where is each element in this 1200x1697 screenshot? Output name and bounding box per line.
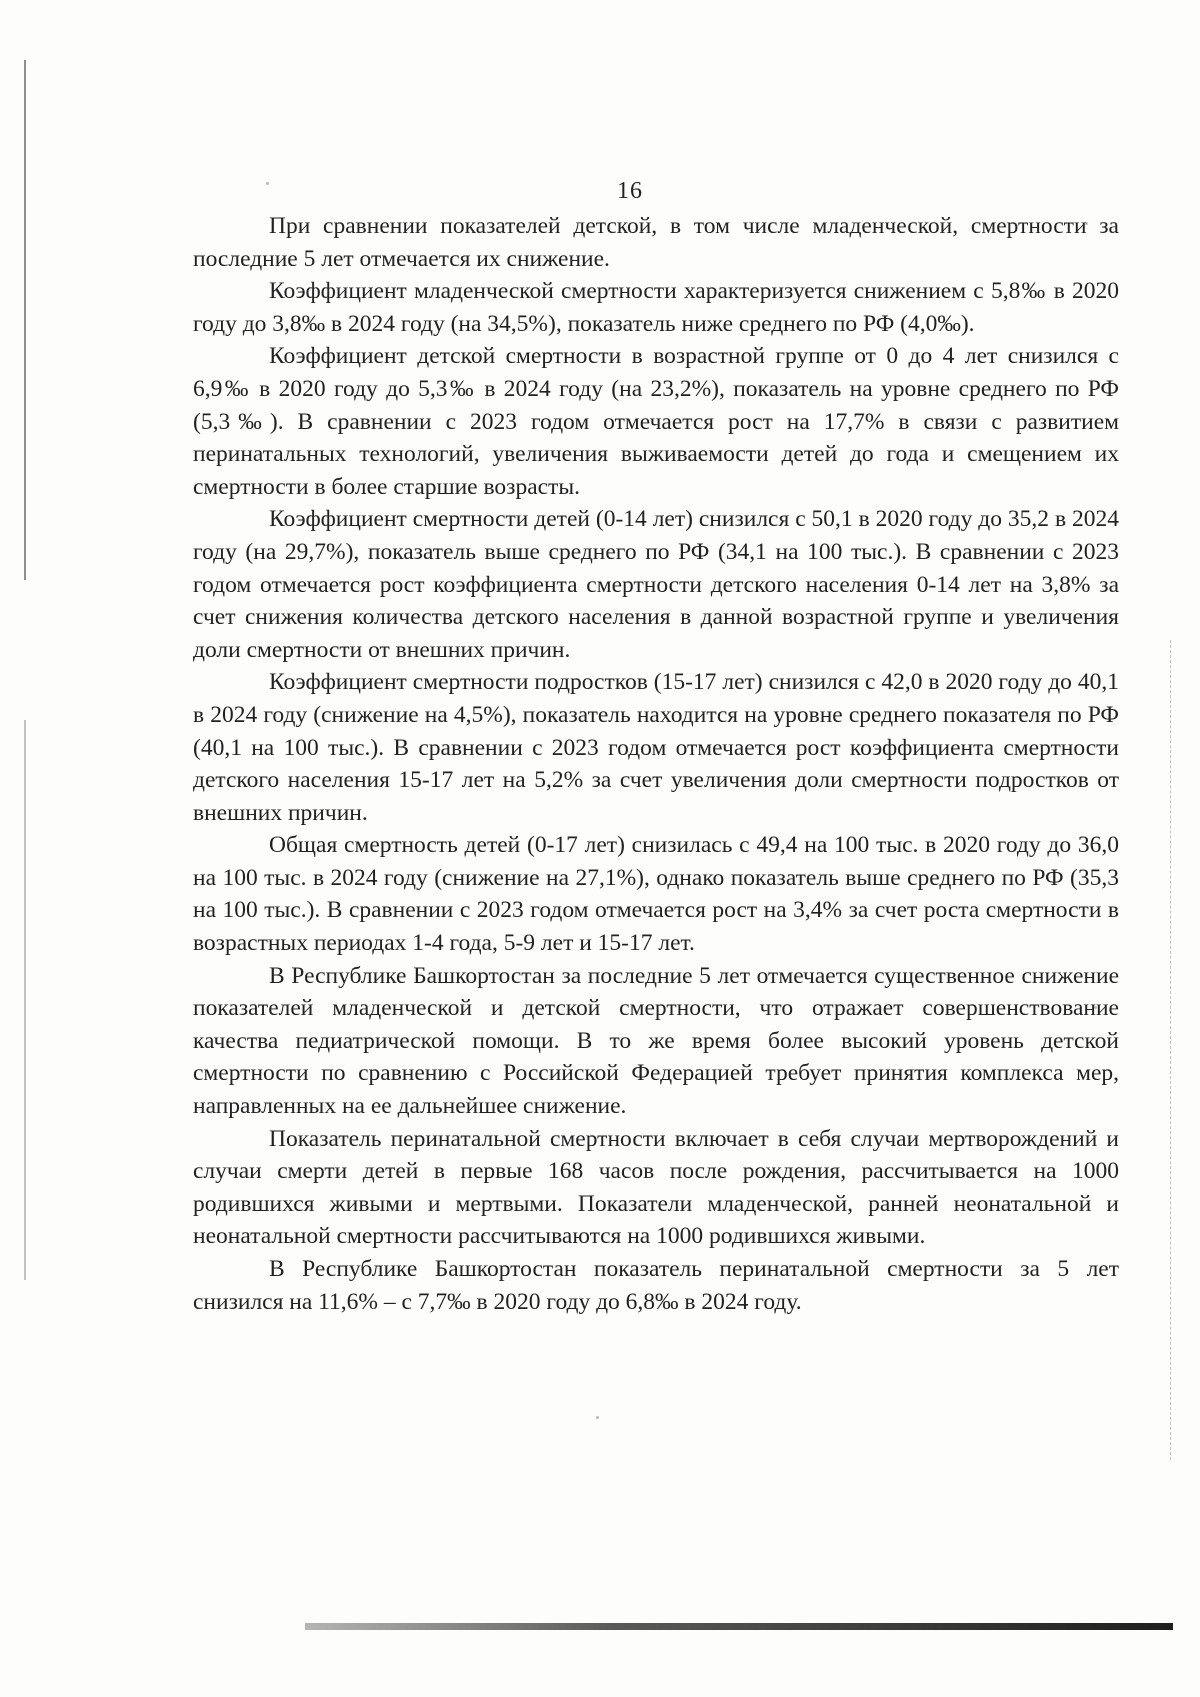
paragraph-infant-mortality: Коэффициент младенческой смертности характеризуется снижением с 5,8‰ в 2020 году до 3,8‰ в 2024 году (на 34,5%), показатель ниже среднего по РФ (4,0‰). [193, 278, 1119, 337]
paragraph-adolescent-mortality: Коэффициент смертности подростков (15-17 лет) снизился с 42,0 в 2020 году до 40,1 в 2024 году (снижение на 4,5%), показатель находится на уровне среднего показателя по РФ (40,1 на 100 тыс.). В сравнении с 2023 годом отмечается рост коэффициента смертности детского населения 15-17 лет на 5,2% за счет увеличения доли смертности подростков от внешних причин. [193, 669, 1119, 826]
page-number: 16 [617, 178, 643, 204]
body-text [193, 210, 1119, 1318]
paragraph-bashkortostan-summary: В Республике Башкортостан за последние 5 лет отмечается существенное снижение показателей младенческой и детской смертности, что отражает совершенствование качества педиатрической помощи. В то же время более высокий уровень детской смертности по сравнению с Российской Федерацией требует принятия комплекса мер, направленных на ее дальнейшее снижение. [193, 962, 1119, 1120]
paragraph-total-child-mortality: Общая смертность детей (0-17 лет) снизилась с 49,4 на 100 тыс. в 2020 году до 36,0 на 100 тыс. в 2024 году (снижение на 27,1%), однако показатель выше среднего по РФ (35,3 на 100 тыс.). В сравнении с 2023 годом отмечается рост на 3,4% за счет роста смертности в возрастных периодах 1-4 года, 5-9 лет и 15-17 лет. [193, 832, 1119, 957]
paragraph-perinatal-definition: Показатель перинатальной смертности включает в себя случаи мертворождений и случаи смерти детей в первые 168 часов после рождения, рассчитывается на 1000 родившихся живыми и мертвыми. Показатели младенческой, ранней неонатальной и неонатальной смертности рассчитываются на 1000 родившихся живыми. [193, 1125, 1119, 1250]
paragraph-child-mortality-0-4: Коэффициент детской смертности в возрастной группе от 0 до 4 лет снизился с 6,9‰ в 2020 году до 5,3‰ в 2024 году (на 23,2%), показатель на уровне среднего по РФ (5,3‰). В сравнении с 2023 годом отмечается рост на 17,7% в связи с развитием перинатальных технологий, увеличения выживаемости детей до года и смещением их смертности в более старшие возрасты. [193, 343, 1119, 500]
scan-edge-mark-left [24, 60, 26, 580]
scan-speck [596, 1416, 599, 1419]
scan-edge-mark-right [1170, 640, 1172, 1460]
paragraph-child-mortality-0-14: Коэффициент смертности детей (0-14 лет) снизился с 50,1 в 2020 году до 35,2 в 2024 году (на 29,7%), показатель выше среднего по РФ (34,1 на 100 тыс.). В сравнении с 2023 годом отмечается рост коэффициента смертности детского населения 0-14 лет на 3,8% за счет снижения количества детского населения в данной возрастной группе и увеличения доли смертности от внешних причин. [193, 506, 1119, 663]
paragraph-intro: При сравнении показателей детской, в том числе младенческой, смертности за последние 5 лет отмечается их снижение. [193, 213, 1119, 272]
paragraph-perinatal-result: В Республике Башкортостан показатель перинатальной смертности за 5 лет снизился на 11,6% – с 7,7‰ в 2020 году до 6,8‰ в 2024 году. [193, 1256, 1119, 1315]
scan-edge-mark-left-lower [24, 720, 26, 1280]
bottom-rule [305, 1623, 1173, 1630]
